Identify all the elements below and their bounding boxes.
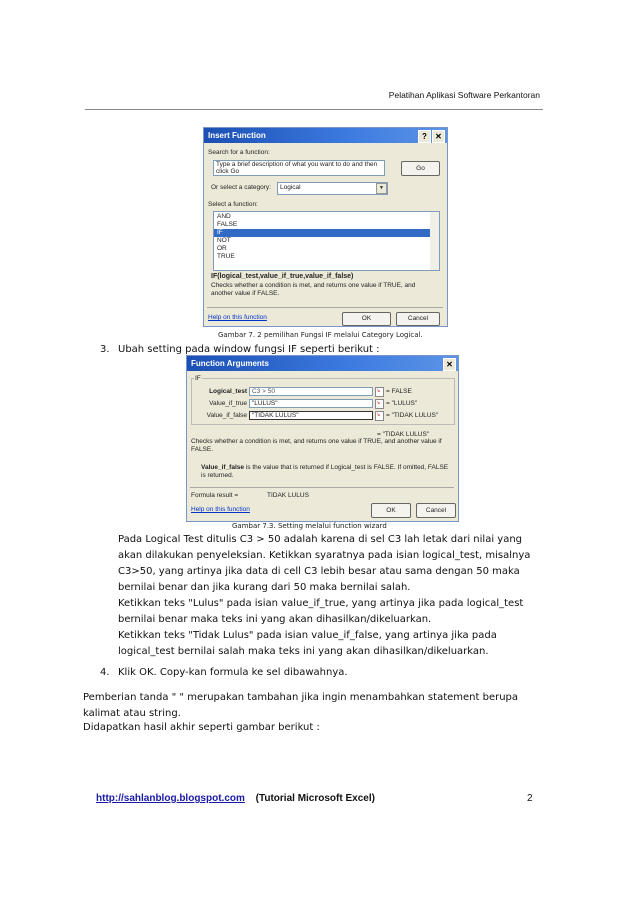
text-line: Ketikkan teks "Lulus" pada isian value_if_true, yang artinya jika pada logical_test — [118, 598, 524, 609]
step-text: Klik OK. Copy-kan formula ke sel dibawahnya. — [118, 667, 348, 678]
step-number: 3. — [100, 344, 110, 355]
chevron-down-icon[interactable]: ▼ — [376, 183, 387, 194]
list-item[interactable]: FALSE — [217, 221, 238, 228]
formula-result-value: TIDAK LULUS — [267, 492, 309, 499]
list-item[interactable]: TRUE — [217, 253, 235, 260]
text-line: logical_test bernilai salah maka teks ini yang akan dihasilkan/dikeluarkan. — [118, 646, 489, 657]
step-number: 4. — [100, 667, 110, 678]
category-value: Logical — [280, 184, 301, 191]
formula-result-label: Formula result = — [191, 492, 239, 499]
list-item-selected[interactable]: IF — [214, 229, 430, 237]
logical-test-input[interactable]: C3 > 50 — [249, 387, 373, 396]
divider — [190, 487, 454, 488]
arg-label: Logical_test — [209, 388, 247, 395]
text-line: kalimat atau string. — [83, 708, 181, 719]
arg-result: = FALSE — [386, 388, 412, 395]
dialog-title: Insert Function — [204, 128, 447, 143]
list-item[interactable]: NOT — [217, 237, 231, 244]
close-button[interactable]: ✕ — [443, 358, 456, 371]
function-description: Checks whether a condition is met, and returns one value if TRUE, and another value if FALSE. — [191, 438, 442, 453]
dialog-title: Function Arguments — [187, 356, 458, 371]
step-text: Ubah setting pada window fungsi IF seperti berikut : — [118, 344, 380, 355]
text-line: bernilai benar dan jika kurang dari 50 maka bernilai salah. — [118, 582, 411, 593]
text-line: Pada Logical Test ditulis C3 > 50 adalah karena di sel C3 lah letak dari nilai yang — [118, 534, 523, 545]
figure-caption: Gambar 7. 2 pemilihan Fungsi IF melalui Category Logical. — [218, 331, 423, 339]
header-divider — [85, 109, 543, 110]
function-description: Checks whether a condition is met, and returns one value if TRUE, and another value if FALSE. — [211, 282, 416, 297]
function-syntax: IF(logical_test,value_if_true,value_if_false) — [211, 273, 354, 280]
help-link[interactable]: Help on this function — [208, 314, 267, 321]
text-line: bernilai benar maka teks ini yang akan dihasilkan/dikeluarkan. — [118, 614, 432, 625]
page-header: Pelatihan Aplikasi Software Perkantoran — [388, 90, 540, 100]
collapse-dialog-icon[interactable]: ↘ — [375, 387, 384, 397]
note-paragraph — [83, 690, 533, 736]
help-link[interactable]: Help on this function — [191, 506, 250, 513]
category-select[interactable] — [277, 182, 388, 195]
value-if-true-input[interactable]: "LULUS" — [249, 399, 373, 408]
collapse-dialog-icon[interactable]: ↘ — [375, 411, 384, 421]
arg-label: Value_if_false — [206, 412, 247, 419]
function-list[interactable] — [213, 211, 440, 271]
ok-button[interactable]: OK — [342, 312, 391, 326]
ok-button[interactable]: OK — [371, 503, 411, 518]
help-button[interactable]: ? — [418, 130, 431, 143]
arg-result: = "LULUS" — [386, 400, 418, 407]
cancel-button[interactable]: Cancel — [416, 503, 456, 518]
arg-label: Value_if_true — [209, 400, 247, 407]
scrollbar[interactable] — [430, 212, 439, 270]
list-item[interactable]: AND — [217, 213, 231, 220]
figure-caption: Gambar 7.3. Setting melalui function wizard — [232, 522, 387, 530]
close-button[interactable]: ✕ — [432, 130, 445, 143]
page-footer — [96, 793, 375, 804]
select-function-label: Select a function: — [208, 201, 258, 208]
group-label: IF — [195, 375, 201, 382]
function-arguments-dialog — [186, 355, 459, 522]
search-input[interactable]: Type a brief description of what you want to do and then click Go — [213, 160, 385, 176]
arg-desc: is the value that is returned if Logical_test is FALSE. If omitted, FALSE is returned. — [201, 464, 449, 479]
divider — [207, 307, 443, 308]
arg-result: = "TIDAK LULUS" — [386, 412, 439, 419]
go-button[interactable]: Go — [401, 161, 440, 176]
text-line: Pemberian tanda " " merupakan tambahan jika ingin menambahkan statement berupa — [83, 692, 519, 703]
text-line: Ketikkan teks "Tidak Lulus" pada isian value_if_false, yang artinya jika pada — [118, 630, 497, 641]
list-item[interactable]: OR — [217, 245, 227, 252]
value-if-false-input[interactable]: "TIDAK LULUS" — [249, 411, 373, 420]
argument-description — [201, 464, 451, 480]
overall-result: = "TIDAK LULUS" — [377, 431, 430, 438]
explanation-paragraph — [118, 532, 542, 660]
text-line: Didapatkan hasil akhir seperti gambar berikut : — [83, 722, 320, 733]
text-line: C3>50, yang artinya jika data di cell C3 lebih besar atau sama dengan 50 maka — [118, 566, 520, 577]
blog-link[interactable]: http://sahlanblog.blogspot.com — [96, 793, 245, 804]
category-label: Or select a category: — [211, 184, 271, 191]
footer-title: (Tutorial Microsoft Excel) — [255, 793, 375, 804]
collapse-dialog-icon[interactable]: ↘ — [375, 399, 384, 409]
page-number: 2 — [527, 793, 533, 804]
search-label: Search for a function: — [208, 149, 270, 156]
insert-function-dialog — [203, 127, 448, 327]
cancel-button[interactable]: Cancel — [396, 312, 440, 326]
arg-name: Value_if_false — [201, 464, 244, 471]
text-line: akan dilakukan penyeleksian. Ketikkan syaratnya pada isian logical_test, misalnya — [118, 550, 531, 561]
